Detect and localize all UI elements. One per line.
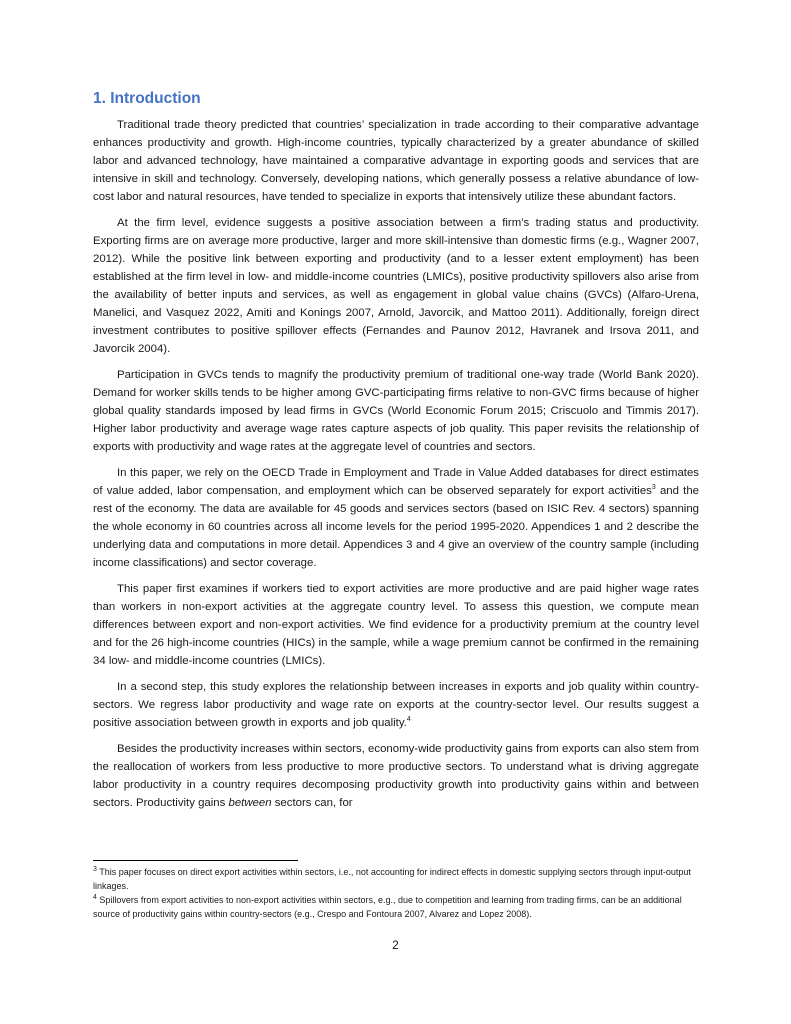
paragraph-7-text-b: sectors can, for — [271, 797, 353, 809]
footnote-4-text: Spillovers from export activities to non-export activities within sectors, e.g., due to competition and learning from trading firms, can be an additional source of productivity gains within country-sectors (e.g., Crespo and Fontoura 2007, Alvarez and Lopez 2008). — [93, 895, 682, 919]
footnote-3 — [93, 866, 699, 893]
footnote-mark-3: 3 — [93, 866, 97, 873]
paragraph-6-text: In a second step, this study explores the relationship between increases in exports and job quality within country-sectors. We regress labor productivity and wage rate on exports at the country-sector level. Our results suggest a positive association between growth in exports and job quality. — [93, 681, 699, 729]
paragraph-7 — [93, 740, 699, 812]
paragraph-1: Traditional trade theory predicted that countries’ specialization in trade according to their comparative advantage enhances productivity and growth. High-income countries, typically characterized by a greater abundance of skilled labor and advanced technology, have maintained a comparative advantage in exporting goods and services that are intensive in skill and technology. Conversely, developing nations, which generally possess a relative abundance of low-cost labor and natural resources, have tended to specialize in exports that intensively utilize these abundant factors. — [93, 119, 699, 203]
footnote-separator — [93, 860, 298, 861]
paragraph-4-text-b: and the rest of the economy. The data are available for 45 goods and services sectors (based on ISIC Rev. 4 sectors) spanning the whole economy in 60 countries across all income levels for the period 1995-2020. Appendices 1 and 2 describe the underlying data and computations in more detail. Appendices 3 and 4 give an overview of the country sample (including income classifications) and sector coverage. — [93, 485, 699, 569]
paragraph-7-emphasis: between — [228, 797, 272, 809]
footnote-ref-4[interactable]: 4 — [406, 716, 411, 724]
paragraph-7-text-a: Besides the productivity increases within sectors, economy-wide productivity gains from exports can also stem from the reallocation of workers from less productive to more productive sectors. To understand what is driving aggregate labor productivity in a country requires decomposing productivity growth into productivity gains within and between sectors. Productivity gains — [93, 743, 699, 809]
paragraph-4 — [93, 464, 699, 572]
section-heading: 1. Introduction — [93, 90, 201, 107]
footnote-3-text: This paper focuses on direct export activities within sectors, i.e., not accounting for indirect effects in domestic supplying sectors through input-output linkages. — [93, 867, 691, 891]
paragraph-6 — [93, 678, 699, 732]
footnote-ref-3[interactable]: 3 — [651, 484, 656, 492]
footnotes — [93, 866, 699, 922]
main-text — [93, 88, 699, 820]
footnote-mark-4: 4 — [93, 894, 97, 901]
paragraph-2: At the firm level, evidence suggests a positive association between a firm’s trading status and productivity. Exporting firms are on average more productive, larger and more skill-intensive than domestic firms (e.g., Wagner 2007, 2012). While the positive link between exporting and productivity (and to a lesser extent employment) has been established at the firm level in low- and middle-income countries (LMICs), positive productivity spillovers also arise from the availability of better inputs and services, as well as engagement in global value chains (GVCs) (Alfaro-Urena, Manelici, and Vasquez 2022, Amiti and Konings 2007, Arnold, Javorcik, and Mattoo 2011). Additionally, foreign direct investment contributes to positive spillover effects (Fernandes and Paunov 2012, Havranek and Irsova 2011, and Javorcik 2004). — [93, 217, 699, 355]
paragraph-4-text-a: In this paper, we rely on the OECD Trade in Employment and Trade in Value Added databases for direct estimates of value added, labor compensation, and employment which can be observed separately for export activities — [93, 467, 699, 497]
paragraph-5: This paper first examines if workers tied to export activities are more productive and are paid higher wage rates than workers in non-export activities at the aggregate country level. To assess this question, we compute mean differences between export and non-export activities. We find evidence for a productivity premium at the country level and for the 26 high-income countries (HICs) in the sample, while a wage premium cannot be confirmed in the remaining 34 low- and middle-income countries (LMICs). — [93, 583, 699, 667]
footnote-4 — [93, 894, 699, 921]
page-number: 2 — [392, 938, 399, 952]
paragraph-3: Participation in GVCs tends to magnify the productivity premium of traditional one-way trade (World Bank 2020). Demand for worker skills tends to be higher among GVC-participating firms relative to non-GVC firms because of higher global quality standards imposed by lead firms in GVCs (World Economic Forum 2015; Criscuolo and Timmis 2017). Higher labor productivity and average wage rates capture aspects of job quality. This paper revisits the relationship of exports with productivity and wage rates at the aggregate level of countries and sectors. — [93, 369, 699, 453]
